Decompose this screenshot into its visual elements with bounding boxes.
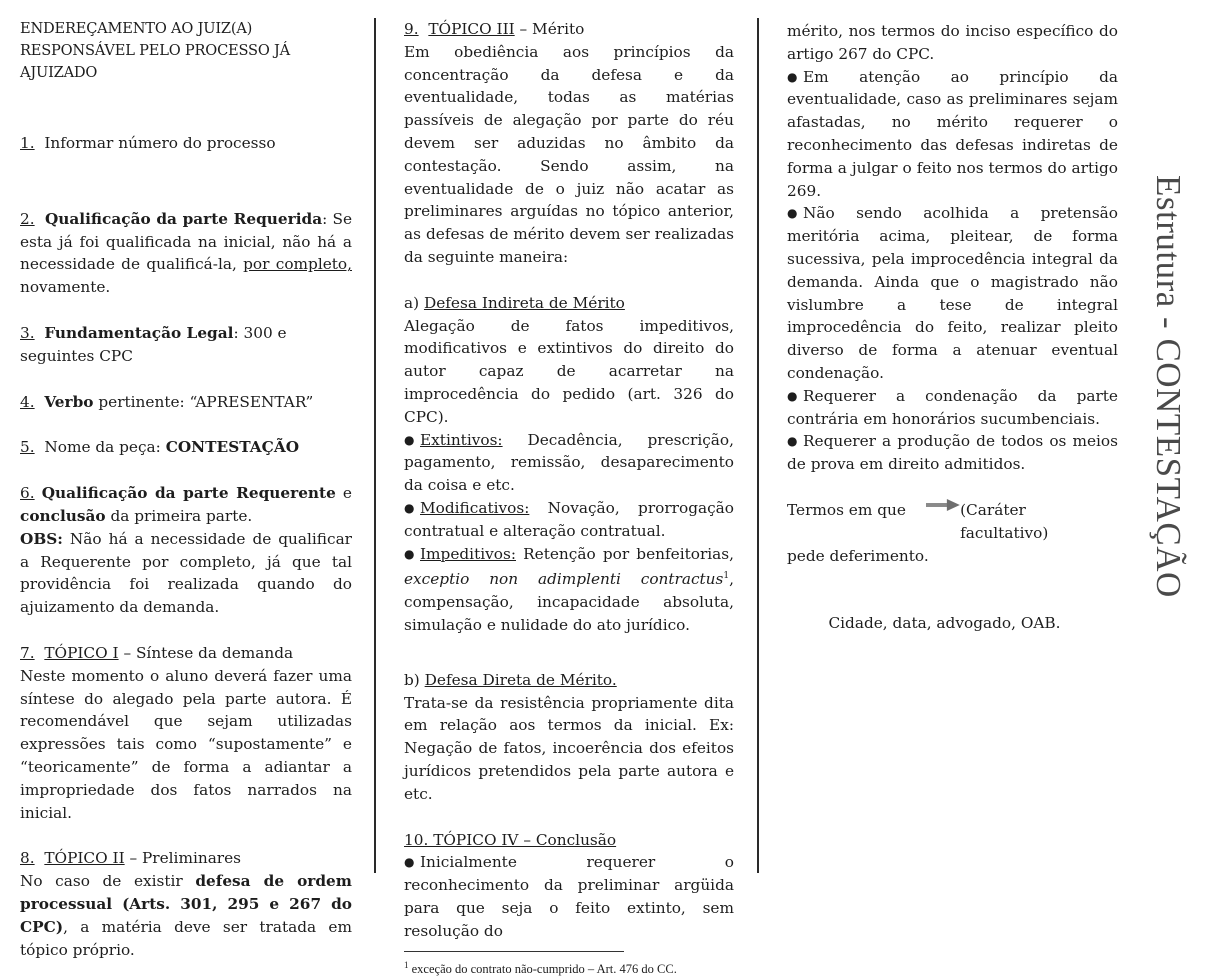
conclusion-bullet xyxy=(787,385,1118,431)
item-number: 3. xyxy=(20,323,35,342)
column-1 xyxy=(20,0,352,961)
sub-b-title xyxy=(404,669,734,692)
topic-label: TÓPICO I xyxy=(44,643,119,662)
item-label: Qualificação da parte Requerente xyxy=(41,484,336,503)
obs-label: OBS: xyxy=(20,529,63,548)
item-text: No caso de existir xyxy=(20,872,196,891)
item-bold-text: defesa de ordem processual (Arts. 301, 295 e 267 do CPC) xyxy=(20,872,352,936)
item-5 xyxy=(20,436,352,459)
item-underline-text: por completo, xyxy=(243,255,352,274)
item-2 xyxy=(20,208,352,299)
termos-text: Termos em que xyxy=(787,500,906,519)
topic-label: TÓPICO II xyxy=(44,849,125,868)
item-text: e xyxy=(335,484,352,503)
topic-title: – Preliminares xyxy=(124,849,242,868)
sub-title: Defesa Indireta de Mérito xyxy=(423,293,625,312)
bullet-text: Retenção por benfeitorias, xyxy=(515,544,734,563)
item-6-obs xyxy=(20,528,352,619)
item-10-title: 10. TÓPICO IV – Conclusão xyxy=(404,830,617,849)
bullet-impeditivos xyxy=(404,543,734,637)
bullet-label: Modificativos: xyxy=(420,498,530,517)
bullet-icon: ● xyxy=(404,500,415,515)
item-number: 6. xyxy=(20,484,35,503)
item-7-text: Neste momento o aluno deverá fazer uma síntese do alegado pela parte autora. É recomendável que sejam utilizadas expressões tais como “supostamente” e “teoricamente” de forma a adiantar a impropriedade dos fatos narrados na inicial. xyxy=(20,666,352,822)
side-title-text: Estrutura - CONTESTAÇÃO xyxy=(1149,175,1188,598)
item-number: 8. xyxy=(20,849,35,868)
closing-line xyxy=(787,499,1118,545)
obs-text: Não há a necessidade de qualificar a Requerente por completo, já que tal providência foi realizada quando do ajuizamento da demanda. xyxy=(20,529,352,617)
bullet-text: Decadência, prescrição, pagamento, remissão, desaparecimento da coisa e etc. xyxy=(404,430,734,495)
footnote-separator xyxy=(404,951,624,952)
bullet-extintivos xyxy=(404,429,734,497)
item-value: CONTESTAÇÃO xyxy=(165,438,300,457)
item-number: 9. xyxy=(404,20,419,38)
item-number: 1. xyxy=(20,134,35,152)
item-label: Fundamentação Legal xyxy=(44,323,234,342)
item-9-title xyxy=(404,18,734,41)
sub-a-text: Alegação de fatos impeditivos, modificativos e extintivos do direito do autor capaz de acarretar na improcedência do pedido (art. 326 do CPC). xyxy=(404,316,734,426)
bullet-icon: ● xyxy=(404,432,415,447)
conclusion-bullet xyxy=(787,430,1118,476)
signature-line: Cidade, data, advogado, OAB. xyxy=(828,614,1061,633)
bullet-text: , compensação, incapacidade absoluta, simulação e nulidade do ato jurídico. xyxy=(404,570,734,635)
facultativo-note: (Caráter facultativo) xyxy=(960,500,1049,542)
addressing-heading: ENDEREÇAMENTO AO JUIZ(A) RESPONSÁVEL PELO PROCESSO JÁ AJUIZADO xyxy=(20,20,291,81)
item-text: : Se esta já foi qualificada na inicial, não há a necessidade de qualificá-la, xyxy=(20,209,352,274)
item-9-text: Em obediência aos princípios da concentração da defesa e da eventualidade, todas as matérias passíveis de alegação por parte do réu devem ser aduzidas no âmbito da contestação. Sendo assim, na eventualidade de o juiz não acatar as preliminares arguídas no tópico anterior, as defesas de mérito devem ser realizadas da seguinte maneira: xyxy=(404,42,734,266)
topic-label: TÓPICO III xyxy=(428,20,515,38)
bullet-text: Em atenção ao princípio da eventualidade, caso as preliminares sejam afastadas, no mérito requerer o reconhecimento das defesas indiretas de forma a julgar o feito nos termos do artigo 269. xyxy=(787,67,1118,200)
item-4 xyxy=(20,391,352,414)
footnote xyxy=(404,956,734,978)
bullet-text: Não sendo acolhida a pretensão meritória acima, pleitear, de forma sucessiva, pela improcedência integral da demanda. Ainda que o magistrado não vislumbre a tese de integral improcedência do feito, realizar pleito diverso de forma a atenuar eventual condenação. xyxy=(787,204,1118,382)
item-text: Informar número do processo xyxy=(44,134,276,152)
item-label: Qualificação da parte Requerida xyxy=(44,209,323,228)
column-3 xyxy=(787,20,1118,635)
bullet-icon: ● xyxy=(787,206,798,221)
sub-b-text: Trata-se da resistência propriamente dita em relação aos termos da inicial. Ex: Negação de fatos, incoerência dos efeitos jurídicos pretendidos pela parte autora e etc. xyxy=(404,693,734,803)
item-label-2: conclusão xyxy=(20,506,106,525)
conclusion-bullet xyxy=(787,66,1118,203)
item-3 xyxy=(20,322,352,368)
item-number: 7. xyxy=(20,643,35,662)
bullet-icon: ● xyxy=(404,855,415,870)
bullet-icon: ● xyxy=(787,69,798,84)
side-title xyxy=(1150,175,1190,615)
sub-prefix: b) xyxy=(404,670,425,689)
bullet-icon: ● xyxy=(787,434,798,449)
bullet-text: Novação, prorrogação contratual e alteração contratual. xyxy=(404,498,734,540)
footnote-text: exceção do contrato não-cumprido – Art. 476 do CC. xyxy=(408,961,677,976)
bullet-icon: ● xyxy=(404,546,415,561)
topic-title: – Mérito xyxy=(514,20,585,38)
bullet-text: Requerer a condenação da parte contrária em honorários sucumbenciais. xyxy=(787,386,1118,428)
item-number: 5. xyxy=(20,438,35,457)
item-8-title xyxy=(20,847,352,870)
bullet-modificativos xyxy=(404,497,734,543)
sub-prefix: a) xyxy=(404,293,424,312)
column-divider-2 xyxy=(757,18,759,873)
item-10-bullet xyxy=(404,851,734,942)
bullet-label: Extintivos: xyxy=(420,430,503,449)
deferimento-text: pede deferimento. xyxy=(787,546,929,565)
arrow-right-icon xyxy=(926,499,960,511)
item-number: 4. xyxy=(20,392,35,411)
footnote-ref[interactable]: 1 xyxy=(723,571,730,582)
bullet-text: Inicialmente requerer o reconhecimento da preliminar argüida para que seja o feito extinto, sem resolução do xyxy=(404,853,734,940)
item-text: da primeira parte. xyxy=(105,506,253,525)
bullet-italic-text: exceptio non adimplenti contractus xyxy=(404,570,724,589)
item-text: , a matéria deve ser tratada em tópico próprio. xyxy=(20,917,352,959)
sub-a-title xyxy=(404,292,734,315)
bullet-icon: ● xyxy=(787,388,798,403)
item-6 xyxy=(20,482,352,528)
column-2 xyxy=(404,18,734,978)
bullet-text: Requerer a produção de todos os meios de prova em direito admitidos. xyxy=(787,432,1118,474)
item-text: pertinente: “APRESENTAR” xyxy=(93,392,314,411)
sub-title: Defesa Direta de Mérito. xyxy=(424,670,617,689)
conclusion-bullet xyxy=(787,202,1118,384)
item-text: novamente. xyxy=(20,278,111,297)
item-text: Nome da peça: xyxy=(44,438,166,457)
item-1 xyxy=(20,132,352,155)
topic-title: – Síntese da demanda xyxy=(118,643,294,662)
bullet-label: Impeditivos: xyxy=(420,544,516,563)
item-number: 2. xyxy=(20,209,35,228)
item-text: : 300 e seguintes CPC xyxy=(20,323,287,365)
item-8-text xyxy=(20,870,352,961)
item-label: Verbo xyxy=(44,392,94,411)
column-divider-1 xyxy=(374,18,376,873)
footnote-mark: 1 xyxy=(404,959,409,970)
item-7-title xyxy=(20,642,352,665)
conclusion-continuation: mérito, nos termos do inciso específico do artigo 267 do CPC. xyxy=(787,22,1118,63)
